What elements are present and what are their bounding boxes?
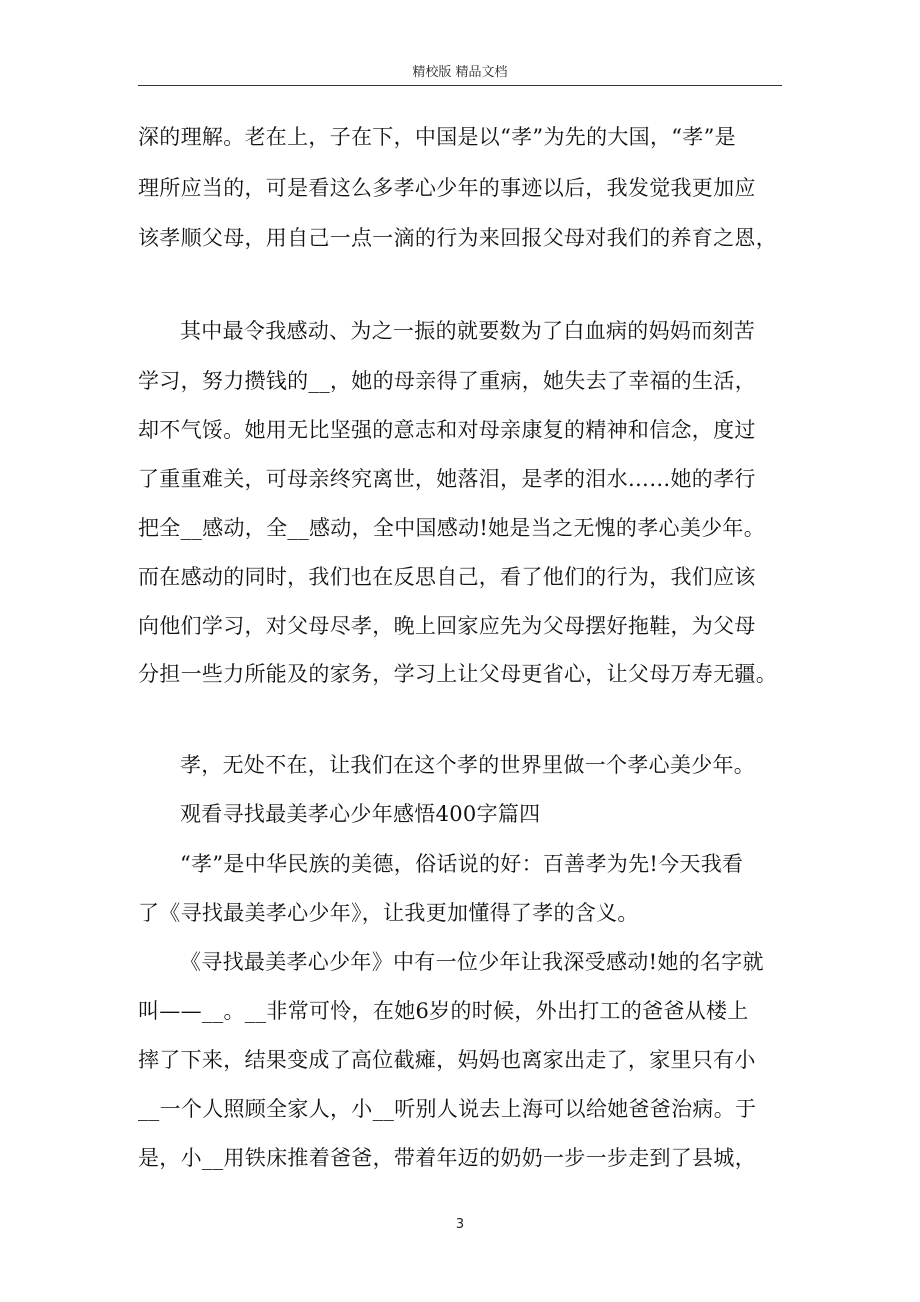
- paragraph-start-line: 其中最令我感动、为之一振的就要数为了白血病的妈妈而刻苦: [180, 319, 756, 343]
- body-line: 却不气馁。她用无比坚强的意志和对母亲康复的精神和信念，度过: [138, 418, 756, 442]
- body-line: 了《寻找最美孝心少年》，让我更加懂得了孝的含义。: [138, 901, 639, 925]
- body-line: __一个人照顾全家人，小__听别人说去上海可以给她爸爸治病。于: [138, 1097, 757, 1121]
- paragraph-start-line: “孝”是中华民族的美德，俗话说的好：百善孝为先!今天我看: [180, 852, 744, 876]
- body-line: 了重重难关，可母亲终究离世，她落泪，是孝的泪水……她的孝行: [138, 467, 756, 491]
- body-line: 深的理解。老在上，子在下，中国是以“孝”为先的大国，“孝”是: [138, 125, 736, 149]
- paragraph-start-line: 《寻找最美孝心少年》中有一位少年让我深受感动!她的名字就: [180, 950, 764, 974]
- header-divider: [138, 85, 782, 86]
- body-line: 摔了下来，结果变成了高位截瘫，妈妈也离家出走了，家里只有小: [138, 1048, 756, 1072]
- body-line: 向他们学习，对父母尽孝，晚上回家应先为父母摆好拖鞋，为父母: [138, 614, 756, 638]
- page-number: 3: [455, 1217, 465, 1232]
- paragraph-start-line: 孝，无处不在，让我们在这个孝的世界里做一个孝心美少年。: [180, 753, 756, 777]
- body-line: 理所应当的，可是看这么多孝心少年的事迹以后，我发觉我更加应: [138, 176, 756, 200]
- body-line: 该孝顺父母，用自己一点一滴的行为来回报父母对我们的养育之恩，: [138, 226, 777, 250]
- body-line: 学习，努力攒钱的__，她的母亲得了重病，她失去了幸福的生活，: [138, 369, 756, 393]
- body-line: 分担一些力所能及的家务，学习上让父母更省心，让父母万寿无疆。: [138, 662, 777, 686]
- page-header: 精校版 精品文档: [412, 65, 508, 80]
- body-line: 把全__感动，全__感动，全中国感动!她是当之无愧的孝心美少年。: [138, 516, 766, 540]
- body-line: 而在感动的同时，我们也在反思自己，看了他们的行为，我们应该: [138, 565, 756, 589]
- section-heading: 观看寻找最美孝心少年感悟400字篇四: [180, 802, 541, 826]
- body-line: 叫——__。__非常可怜，在她6岁的时候，外出打工的爸爸从楼上: [138, 999, 749, 1023]
- body-line: 是，小__用铁床推着爸爸，带着年迈的奶奶一步一步走到了县城，: [138, 1146, 756, 1170]
